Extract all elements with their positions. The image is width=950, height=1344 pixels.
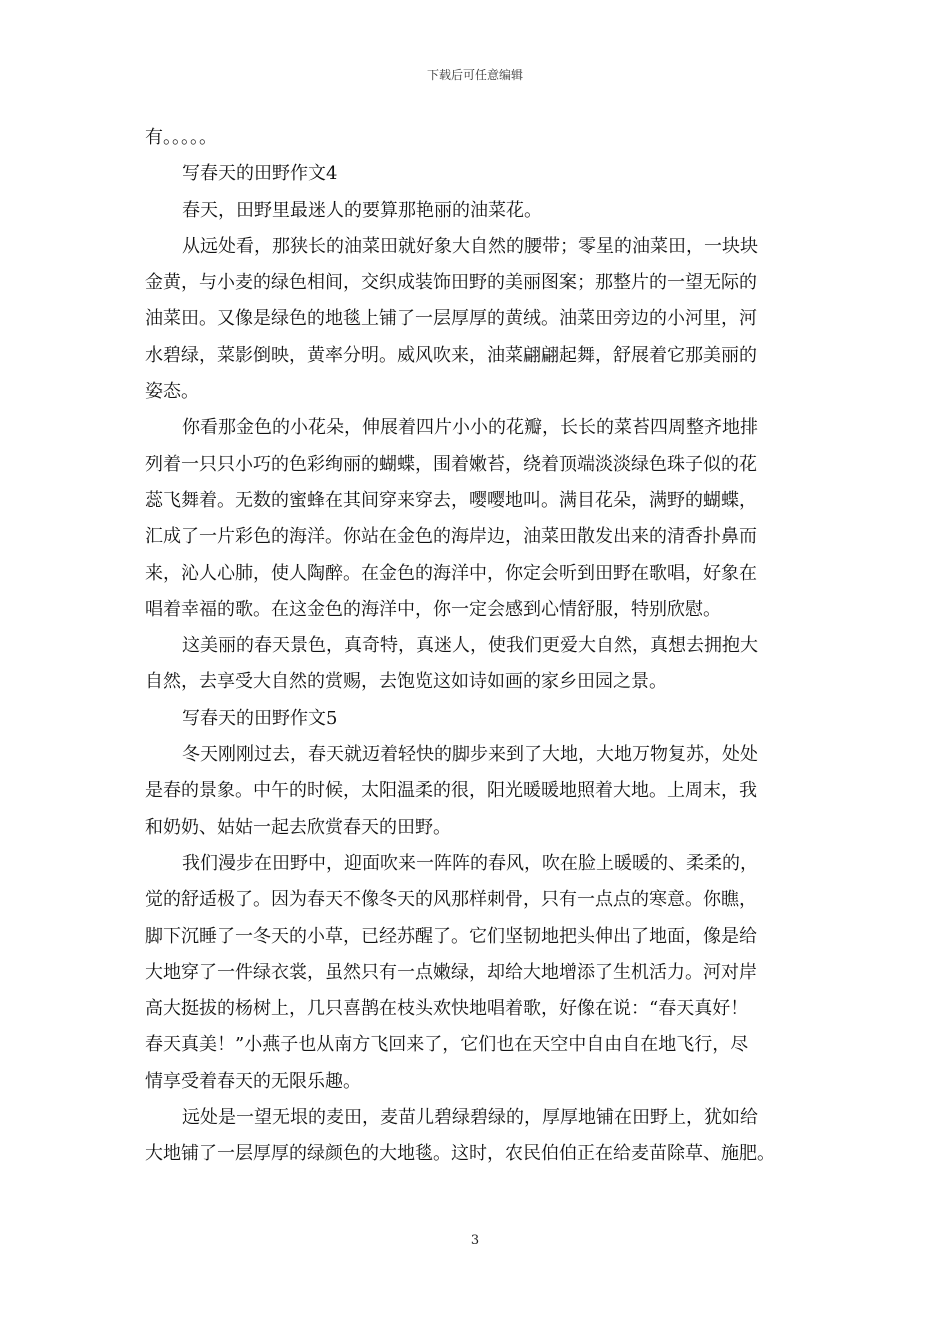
text-line: 大地铺了一层厚厚的绿颜色的大地毯。这时，农民伯伯正在给麦苗除草、施肥。 (145, 1143, 775, 1165)
page-number: 3 (470, 1233, 480, 1248)
text-line: 来，沁人心肺，使人陶醉。在金色的海洋中，你定会听到田野在歌唱，好象在 (145, 562, 757, 584)
text-line: 这美丽的春天景色，真奇特，真迷人，使我们更爱大自然，真想去拥抱大 (182, 635, 758, 657)
text-line: 水碧绿，菜影倒映，黄率分明。威风吹来，油菜翩翩起舞，舒展着它那美丽的 (145, 344, 757, 366)
text-line: 我们漫步在田野中，迎面吹来一阵阵的春风，吹在脸上暖暖的、柔柔的， (182, 852, 758, 874)
text-line: 唱着幸福的歌。在这金色的海洋中，你一定会感到心情舒服，特别欣慰。 (145, 598, 721, 620)
text-line: 高大挺拔的杨树上，几只喜鹊在枝头欢快地唱着歌，好像在说：“春天真好！ (145, 998, 749, 1020)
text-line: 冬天刚刚过去，春天就迈着轻快的脚步来到了大地，大地万物复苏，处处 (182, 744, 758, 766)
text-line: 是春的景象。中午的时候，太阳温柔的很，阳光暖暖地照着大地。上周末，我 (145, 780, 757, 802)
text-line: 自然，去享受大自然的赏赐，去饱览这如诗如画的家乡田园之景。 (145, 671, 667, 693)
text-line: 蕊飞舞着。无数的蜜蜂在其间穿来穿去，嘤嘤地叫。满目花朵，满野的蝴蝶， (145, 489, 757, 511)
text-line: 你看那金色的小花朵，伸展着四片小小的花瓣，长长的菜苔四周整齐地排 (182, 417, 758, 439)
text-line: 写春天的田野作文5 (182, 707, 338, 729)
text-line: 列着一只只小巧的色彩绚丽的蝴蝶，围着嫩苔，绕着顶端淡淡绿色珠子似的花 (145, 453, 757, 475)
text-line: 觉的舒适极了。因为春天不像冬天的风那样刺骨，只有一点点的寒意。你瞧， (145, 889, 757, 911)
page-header: 下载后可任意编辑 (426, 68, 523, 82)
text-line: 春天真美！”小燕子也从南方飞回来了，它们也在天空中自由自在地飞行，尽 (145, 1034, 749, 1056)
text-line: 春天，田野里最迷人的要算那艳丽的油菜花。 (182, 199, 542, 221)
text-line: 金黄，与小麦的绿色相间，交织成装饰田野的美丽图案；那整片的一望无际的 (145, 272, 757, 294)
document-body (145, 120, 810, 1173)
text-line: 有。。。。。 (145, 127, 217, 148)
text-line: 写春天的田野作文4 (182, 163, 338, 185)
text-line: 远处是一望无垠的麦田，麦苗儿碧绿碧绿的，厚厚地铺在田野上，犹如给 (182, 1107, 758, 1129)
text-line: 脚下沉睡了一冬天的小草，已经苏醒了。它们坚韧地把头伸出了地面，像是给 (145, 925, 757, 947)
text-line: 和奶奶、姑姑一起去欣赏春天的田野。 (145, 816, 451, 838)
text-line: 从远处看，那狭长的油菜田就好象大自然的腰带；零星的油菜田，一块块 (182, 235, 758, 257)
text-line: 汇成了一片彩色的海洋。你站在金色的海岸边，油菜田散发出来的清香扑鼻而 (145, 526, 757, 548)
text-line: 油菜田。又像是绿色的地毯上铺了一层厚厚的黄绒。油菜田旁边的小河里，河 (145, 308, 757, 330)
text-line: 姿态。 (145, 381, 199, 403)
text-line: 情享受着春天的无限乐趣。 (145, 1070, 361, 1092)
text-line: 大地穿了一件绿衣裳，虽然只有一点嫩绿，却给大地增添了生机活力。河对岸 (145, 961, 757, 983)
